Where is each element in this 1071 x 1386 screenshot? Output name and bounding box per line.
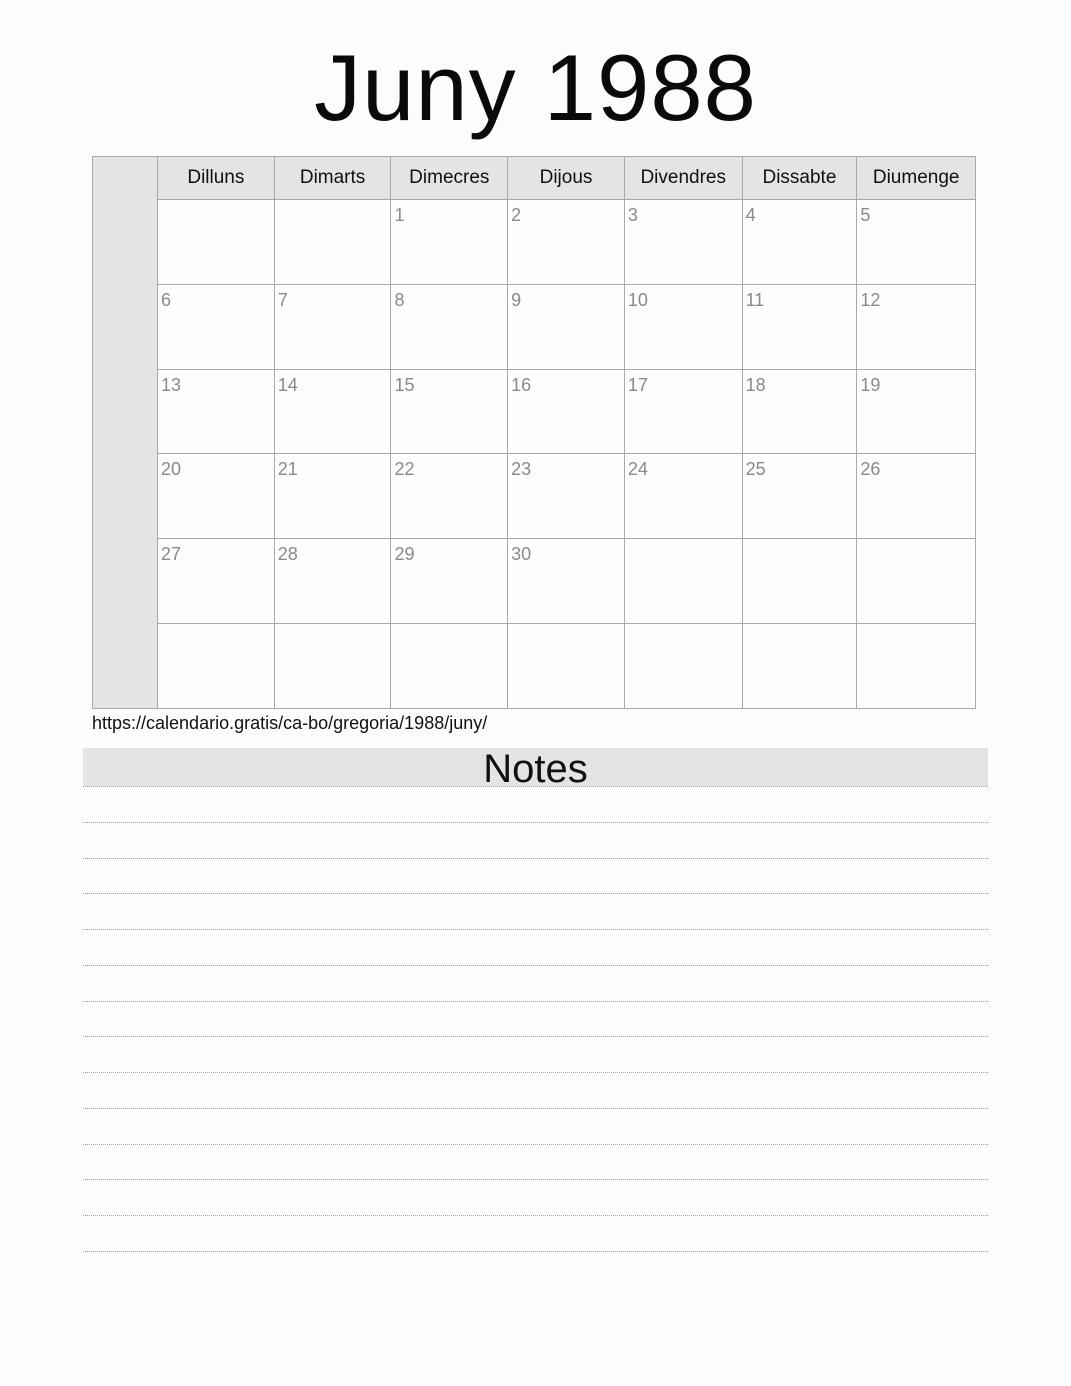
note-line[interactable] [83,822,988,858]
note-line[interactable] [83,1108,988,1144]
day-cell[interactable] [743,285,858,369]
day-cell[interactable] [508,370,625,454]
day-number: 29 [394,544,415,565]
day-number: 20 [161,459,182,480]
day-cell[interactable] [391,285,508,369]
day-cell[interactable] [743,539,858,623]
week-row [158,200,975,285]
day-number: 24 [627,459,648,480]
day-number: 9 [511,289,522,310]
day-cell[interactable] [158,624,275,708]
day-cell[interactable] [158,200,275,284]
weekday-header: Dissabte [743,157,858,199]
day-cell[interactable] [625,370,743,454]
week-row [158,454,975,539]
weekday-header: Dijous [508,157,625,199]
note-line [83,1251,988,1252]
day-number: 3 [627,205,638,225]
weekday-header-row [158,157,975,200]
source-url[interactable]: https://calendario.gratis/ca-bo/gregoria/1988/juny/ [92,713,488,733]
day-cell[interactable] [275,370,392,454]
day-number: 11 [745,289,765,310]
day-cell[interactable] [743,370,858,454]
day-number: 22 [394,459,415,480]
day-cell[interactable] [508,454,625,538]
weekday-header: Dilluns [158,157,275,199]
note-line[interactable] [83,1001,988,1037]
day-number: 16 [511,374,532,395]
day-number: 21 [277,459,298,480]
weekday-header: Divendres [625,157,743,199]
day-number: 30 [511,544,532,565]
day-cell[interactable] [158,539,275,623]
day-cell[interactable] [625,624,743,708]
day-number: 13 [161,374,182,395]
week-row [158,370,975,455]
note-line[interactable] [83,929,988,965]
day-number: 14 [277,374,298,395]
day-cell[interactable] [508,200,625,284]
note-line[interactable] [83,1144,988,1180]
day-cell[interactable] [275,200,392,284]
weekday-header: Dimecres [391,157,508,199]
day-number: 23 [511,459,532,480]
day-cell[interactable] [391,624,508,708]
day-number: 5 [860,205,871,225]
calendar-grid [92,156,976,709]
week-number-column [93,157,158,708]
day-cell[interactable] [391,539,508,623]
day-number: 15 [394,374,415,395]
day-cell[interactable] [857,454,975,538]
note-line[interactable] [83,893,988,929]
day-number: 7 [277,289,288,310]
day-cell[interactable] [743,624,858,708]
notes-lines [83,786,988,1252]
note-line[interactable] [83,786,988,822]
week-row [158,624,975,708]
day-number: 10 [627,289,648,310]
day-cell[interactable] [391,200,508,284]
day-cell[interactable] [743,454,858,538]
day-cell[interactable] [857,370,975,454]
day-number: 25 [745,459,766,480]
day-number: 19 [860,374,881,395]
day-cell[interactable] [857,624,975,708]
day-number: 8 [394,289,405,310]
day-number: 26 [860,459,881,480]
day-cell[interactable] [625,285,743,369]
day-number: 27 [161,544,182,565]
note-line[interactable] [83,1036,988,1072]
calendar-title: Juny 1988 [314,35,757,140]
week-row [158,539,975,624]
note-line[interactable] [83,858,988,894]
weekday-header: Dimarts [275,157,392,199]
day-number: 28 [277,544,298,565]
note-line[interactable] [83,965,988,1001]
day-cell[interactable] [857,285,975,369]
day-cell[interactable] [275,539,392,623]
day-cell[interactable] [625,200,743,284]
note-line[interactable] [83,1215,988,1251]
day-cell[interactable] [857,539,975,623]
day-cell[interactable] [275,285,392,369]
day-cell[interactable] [275,624,392,708]
day-number: 6 [161,289,172,310]
day-cell[interactable] [391,454,508,538]
week-row [158,285,975,370]
day-number: 4 [745,205,756,225]
day-cell[interactable] [857,200,975,284]
day-grid [158,200,975,708]
day-cell[interactable] [625,454,743,538]
notes-heading: Notes [83,748,988,786]
day-cell[interactable] [158,285,275,369]
note-line[interactable] [83,1072,988,1108]
day-cell[interactable] [625,539,743,623]
note-line[interactable] [83,1179,988,1215]
day-number: 17 [627,374,648,395]
day-cell[interactable] [275,454,392,538]
day-cell[interactable] [743,200,858,284]
day-cell[interactable] [508,539,625,623]
day-number: 18 [745,374,766,395]
day-cell[interactable] [508,624,625,708]
weekday-header: Diumenge [872,167,960,188]
day-cell[interactable] [391,370,508,454]
day-cell[interactable] [158,454,275,538]
day-number: 1 [394,205,405,225]
day-number: 12 [860,289,881,310]
day-number: 2 [511,205,522,225]
day-cell[interactable] [158,370,275,454]
day-cell[interactable] [508,285,625,369]
